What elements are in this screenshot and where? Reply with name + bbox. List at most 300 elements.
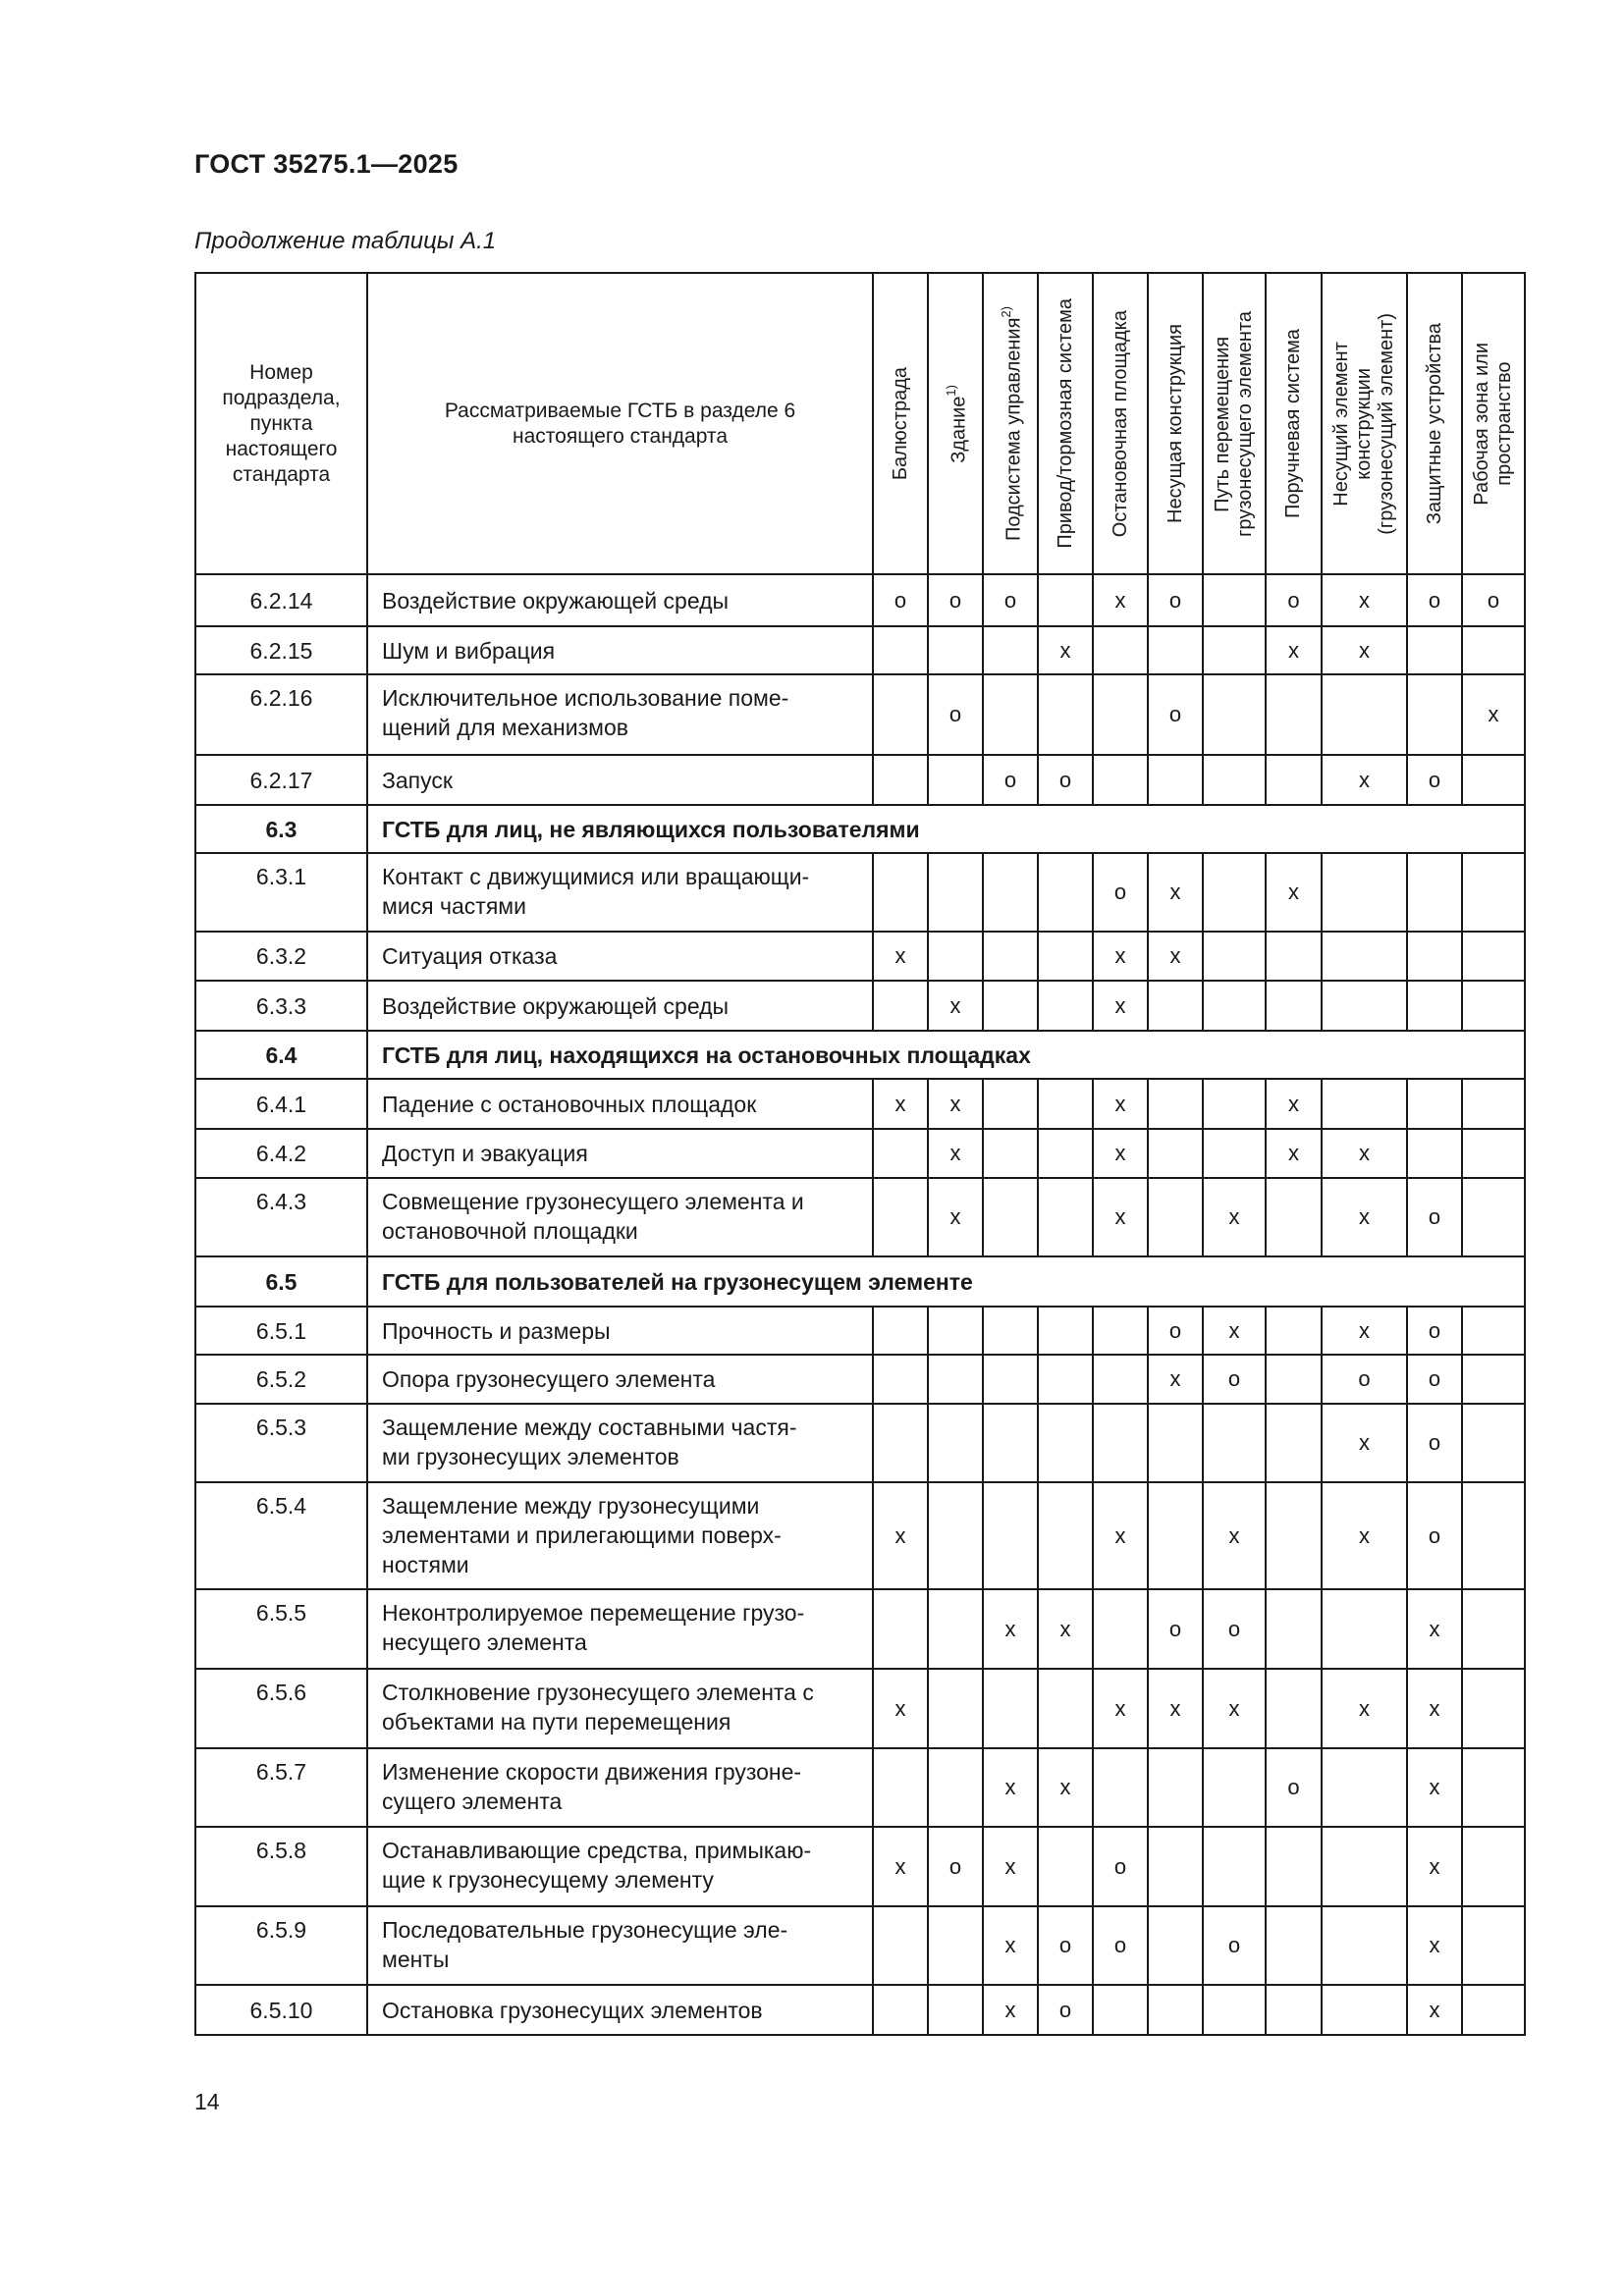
mark-cell bbox=[1407, 932, 1462, 981]
column-label-text: Поручневая система bbox=[1282, 329, 1304, 518]
header-column bbox=[1462, 273, 1525, 574]
mark-cell bbox=[1407, 626, 1462, 674]
mark-cell: х bbox=[1407, 1669, 1462, 1748]
mark-cell: х bbox=[1407, 1906, 1462, 1985]
mark-cell bbox=[1093, 1355, 1148, 1404]
header-column-label bbox=[995, 306, 1026, 541]
mark-cell: х bbox=[928, 1079, 983, 1129]
header-column-label bbox=[1471, 343, 1516, 506]
mark-cell bbox=[1038, 932, 1093, 981]
mark-cell bbox=[1407, 1079, 1462, 1129]
mark-cell bbox=[1038, 1307, 1093, 1355]
mark-cell: х bbox=[983, 1748, 1038, 1827]
mark-cell: х bbox=[983, 1827, 1038, 1906]
table-row bbox=[195, 853, 1525, 932]
mark-cell bbox=[1093, 755, 1148, 805]
mark-cell bbox=[1148, 1985, 1203, 2035]
mark-cell bbox=[1462, 1178, 1525, 1256]
header-column bbox=[873, 273, 928, 574]
mark-cell: о bbox=[1407, 1307, 1462, 1355]
mark-cell: х bbox=[1203, 1482, 1266, 1589]
mark-cell bbox=[1462, 1827, 1525, 1906]
mark-cell: х bbox=[1093, 1079, 1148, 1129]
mark-cell bbox=[983, 1178, 1038, 1256]
mark-cell bbox=[1266, 981, 1322, 1031]
column-label-text: Балюстрада bbox=[889, 366, 911, 481]
mark-cell bbox=[1038, 1178, 1093, 1256]
mark-cell bbox=[1322, 1985, 1407, 2035]
table-row bbox=[195, 1079, 1525, 1129]
mark-cell bbox=[1038, 981, 1093, 1031]
mark-cell: х bbox=[1093, 1178, 1148, 1256]
row-number: 6.5.1 bbox=[195, 1307, 367, 1355]
mark-cell bbox=[983, 1669, 1038, 1748]
mark-cell: х bbox=[1322, 755, 1407, 805]
mark-cell bbox=[873, 674, 928, 755]
mark-cell bbox=[928, 626, 983, 674]
mark-cell: х bbox=[873, 1079, 928, 1129]
row-number: 6.3 bbox=[195, 805, 367, 853]
mark-cell: х bbox=[1093, 574, 1148, 626]
mark-cell bbox=[928, 1985, 983, 2035]
table-row bbox=[195, 1129, 1525, 1178]
mark-cell: х bbox=[1093, 1482, 1148, 1589]
section-row bbox=[195, 1256, 1525, 1307]
mark-cell bbox=[1407, 1129, 1462, 1178]
mark-cell: х bbox=[1266, 853, 1322, 932]
row-number: 6.3.3 bbox=[195, 981, 367, 1031]
row-number: 6.5.3 bbox=[195, 1404, 367, 1482]
mark-cell bbox=[928, 1482, 983, 1589]
mark-cell: х bbox=[1093, 1669, 1148, 1748]
header-column bbox=[1322, 273, 1407, 574]
mark-cell bbox=[1462, 1748, 1525, 1827]
mark-cell bbox=[1322, 981, 1407, 1031]
mark-cell bbox=[873, 1355, 928, 1404]
mark-cell bbox=[1462, 1669, 1525, 1748]
mark-cell bbox=[1093, 1748, 1148, 1827]
table-row bbox=[195, 1404, 1525, 1482]
mark-cell bbox=[1266, 1669, 1322, 1748]
table-row bbox=[195, 574, 1525, 626]
header-column bbox=[1148, 273, 1203, 574]
row-hazard: Столкновение грузонесущего элемента с объектами на пути перемещения bbox=[367, 1669, 873, 1748]
mark-cell bbox=[1148, 755, 1203, 805]
mark-cell bbox=[928, 1307, 983, 1355]
table-row bbox=[195, 1482, 1525, 1589]
mark-cell: о bbox=[1407, 1404, 1462, 1482]
section-row bbox=[195, 1031, 1525, 1079]
mark-cell bbox=[873, 1307, 928, 1355]
table-row bbox=[195, 755, 1525, 805]
section-row bbox=[195, 805, 1525, 853]
column-label-text: Рабочая зона или пространство bbox=[1471, 342, 1515, 506]
mark-cell bbox=[1322, 1589, 1407, 1669]
mark-cell: о bbox=[1407, 1482, 1462, 1589]
mark-cell bbox=[1203, 1404, 1266, 1482]
table-row bbox=[195, 626, 1525, 674]
mark-cell: о bbox=[1038, 755, 1093, 805]
row-number: 6.5.8 bbox=[195, 1827, 367, 1906]
mark-cell: о bbox=[1462, 574, 1525, 626]
table-row bbox=[195, 932, 1525, 981]
mark-cell bbox=[983, 674, 1038, 755]
mark-cell: х bbox=[1266, 1079, 1322, 1129]
mark-cell bbox=[1148, 1906, 1203, 1985]
mark-cell bbox=[1203, 1827, 1266, 1906]
row-number: 6.2.16 bbox=[195, 674, 367, 755]
header-column-label bbox=[890, 367, 912, 480]
column-label-text: Привод/тормозная система bbox=[1054, 298, 1076, 549]
mark-cell bbox=[1148, 626, 1203, 674]
mark-cell: х bbox=[1093, 981, 1148, 1031]
mark-cell bbox=[1093, 1589, 1148, 1669]
mark-cell: х bbox=[1322, 1669, 1407, 1748]
mark-cell bbox=[1203, 1748, 1266, 1827]
row-number: 6.2.14 bbox=[195, 574, 367, 626]
mark-cell: х bbox=[1093, 932, 1148, 981]
row-hazard: Прочность и размеры bbox=[367, 1307, 873, 1355]
mark-cell bbox=[928, 1906, 983, 1985]
mark-cell bbox=[1407, 674, 1462, 755]
mark-cell bbox=[1266, 1178, 1322, 1256]
mark-cell bbox=[1038, 1129, 1093, 1178]
header-column bbox=[983, 273, 1038, 574]
row-number: 6.5.10 bbox=[195, 1985, 367, 2035]
mark-cell: х bbox=[1322, 1178, 1407, 1256]
mark-cell bbox=[873, 853, 928, 932]
mark-cell: о bbox=[1038, 1985, 1093, 2035]
row-number: 6.5.4 bbox=[195, 1482, 367, 1589]
mark-cell: х bbox=[1093, 1129, 1148, 1178]
mark-cell bbox=[1266, 1355, 1322, 1404]
mark-cell bbox=[1148, 981, 1203, 1031]
mark-cell bbox=[1462, 1589, 1525, 1669]
mark-cell bbox=[1093, 1985, 1148, 2035]
mark-cell: х bbox=[1038, 1748, 1093, 1827]
header-column-label bbox=[1212, 311, 1257, 537]
mark-cell: о bbox=[928, 674, 983, 755]
mark-cell: о bbox=[1266, 1748, 1322, 1827]
mark-cell: о bbox=[1038, 1906, 1093, 1985]
row-number: 6.5.9 bbox=[195, 1906, 367, 1985]
mark-cell bbox=[873, 981, 928, 1031]
mark-cell bbox=[1462, 1129, 1525, 1178]
mark-cell: х bbox=[983, 1906, 1038, 1985]
mark-cell bbox=[928, 853, 983, 932]
mark-cell bbox=[983, 1307, 1038, 1355]
table-row bbox=[195, 1906, 1525, 1985]
mark-cell: х bbox=[1038, 626, 1093, 674]
mark-cell: о bbox=[1203, 1589, 1266, 1669]
mark-cell bbox=[1038, 1827, 1093, 1906]
header-column-label bbox=[1282, 329, 1305, 518]
row-hazard: Остановка грузонесущих элементов bbox=[367, 1985, 873, 2035]
mark-cell bbox=[928, 932, 983, 981]
mark-cell: о bbox=[983, 755, 1038, 805]
row-number: 6.2.17 bbox=[195, 755, 367, 805]
mark-cell: х bbox=[873, 1669, 928, 1748]
mark-cell: о bbox=[1203, 1355, 1266, 1404]
mark-cell bbox=[1266, 1482, 1322, 1589]
mark-cell: о bbox=[1148, 1307, 1203, 1355]
mark-cell: о bbox=[1407, 755, 1462, 805]
mark-cell: х bbox=[1266, 626, 1322, 674]
mark-cell: о bbox=[1093, 853, 1148, 932]
mark-cell: х bbox=[1148, 853, 1203, 932]
mark-cell bbox=[1203, 626, 1266, 674]
mark-cell bbox=[983, 1129, 1038, 1178]
mark-cell bbox=[1266, 1589, 1322, 1669]
mark-cell bbox=[1038, 1079, 1093, 1129]
mark-cell: х bbox=[873, 932, 928, 981]
header-column bbox=[1038, 273, 1093, 574]
mark-cell bbox=[1203, 755, 1266, 805]
column-label-text: Несущая конструкция bbox=[1164, 324, 1186, 523]
mark-cell bbox=[1203, 1079, 1266, 1129]
mark-cell: х bbox=[1266, 1129, 1322, 1178]
table-row bbox=[195, 1589, 1525, 1669]
row-hazard: Совмещение грузонесущего элемента и остановочной площадки bbox=[367, 1178, 873, 1256]
header-column bbox=[928, 273, 983, 574]
column-label-text: Защитные устройства bbox=[1423, 322, 1445, 525]
header-column-label bbox=[1055, 298, 1077, 549]
mark-cell bbox=[1038, 853, 1093, 932]
mark-cell bbox=[1266, 1985, 1322, 2035]
mark-cell bbox=[1266, 1404, 1322, 1482]
row-number: 6.4.3 bbox=[195, 1178, 367, 1256]
mark-cell bbox=[1148, 1827, 1203, 1906]
mark-cell: х bbox=[983, 1589, 1038, 1669]
row-number: 6.5 bbox=[195, 1256, 367, 1307]
mark-cell: о bbox=[1203, 1906, 1266, 1985]
mark-cell bbox=[928, 1589, 983, 1669]
document-title: ГОСТ 35275.1—2025 bbox=[194, 149, 459, 179]
column-label-text: Путь перемещения грузонесущего элемента bbox=[1212, 310, 1256, 537]
table-row bbox=[195, 674, 1525, 755]
row-number: 6.3.2 bbox=[195, 932, 367, 981]
mark-cell bbox=[1322, 853, 1407, 932]
mark-cell: х bbox=[1407, 1985, 1462, 2035]
mark-cell: х bbox=[1203, 1178, 1266, 1256]
table-row bbox=[195, 1355, 1525, 1404]
mark-cell bbox=[1266, 1827, 1322, 1906]
mark-cell bbox=[1038, 1482, 1093, 1589]
mark-cell bbox=[1148, 1748, 1203, 1827]
mark-cell bbox=[1462, 1355, 1525, 1404]
row-hazard: Изменение скорости движения грузоне- сущего элемента bbox=[367, 1748, 873, 1827]
header-hazards-label: Рассматриваемые ГСТБ в разделе 6 настоящего стандарта bbox=[444, 399, 796, 448]
row-hazard: Опора грузонесущего элемента bbox=[367, 1355, 873, 1404]
mark-cell: х bbox=[873, 1827, 928, 1906]
mark-cell bbox=[1322, 1906, 1407, 1985]
mark-cell: о bbox=[1093, 1827, 1148, 1906]
mark-cell: о bbox=[1407, 1355, 1462, 1404]
header-column-label bbox=[1330, 313, 1398, 535]
row-hazard: ГСТБ для лиц, не являющихся пользователями bbox=[367, 805, 1525, 853]
header-hazards bbox=[367, 273, 873, 574]
mark-cell bbox=[1462, 1985, 1525, 2035]
mark-cell: х bbox=[928, 1178, 983, 1256]
mark-cell bbox=[1266, 1906, 1322, 1985]
column-label-text: Здание bbox=[947, 396, 970, 463]
mark-cell bbox=[1203, 1129, 1266, 1178]
mark-cell bbox=[1462, 1482, 1525, 1589]
row-number: 6.4.1 bbox=[195, 1079, 367, 1129]
mark-cell bbox=[1266, 932, 1322, 981]
mark-cell bbox=[1203, 853, 1266, 932]
mark-cell bbox=[1148, 1178, 1203, 1256]
mark-cell: х bbox=[1203, 1307, 1266, 1355]
mark-cell bbox=[1462, 932, 1525, 981]
mark-cell bbox=[983, 1355, 1038, 1404]
mark-cell: х bbox=[1322, 574, 1407, 626]
mark-cell: х bbox=[1322, 1129, 1407, 1178]
mark-cell: х bbox=[1148, 1669, 1203, 1748]
mark-cell bbox=[1038, 674, 1093, 755]
mark-cell: о bbox=[1148, 1589, 1203, 1669]
row-number: 6.5.7 bbox=[195, 1748, 367, 1827]
mark-cell: х bbox=[1407, 1589, 1462, 1669]
mark-cell bbox=[928, 1748, 983, 1827]
mark-cell bbox=[1462, 755, 1525, 805]
row-number: 6.4.2 bbox=[195, 1129, 367, 1178]
mark-cell: х bbox=[1322, 626, 1407, 674]
header-column bbox=[1093, 273, 1148, 574]
table-row bbox=[195, 981, 1525, 1031]
mark-cell: х bbox=[1038, 1589, 1093, 1669]
row-hazard: Останавливающие средства, примыкаю- щие к грузонесущему элементу bbox=[367, 1827, 873, 1906]
mark-cell bbox=[1038, 1669, 1093, 1748]
mark-cell bbox=[1407, 981, 1462, 1031]
row-hazard: Неконтролируемое перемещение грузо- несущего элемента bbox=[367, 1589, 873, 1669]
mark-cell bbox=[873, 1748, 928, 1827]
row-hazard: Воздействие окружающей среды bbox=[367, 574, 873, 626]
header-column-label bbox=[940, 385, 971, 463]
mark-cell: х bbox=[873, 1482, 928, 1589]
mark-cell bbox=[1322, 932, 1407, 981]
mark-cell bbox=[983, 1482, 1038, 1589]
row-number: 6.3.1 bbox=[195, 853, 367, 932]
mark-cell bbox=[873, 626, 928, 674]
mark-cell bbox=[1266, 1307, 1322, 1355]
mark-cell bbox=[1266, 674, 1322, 755]
mark-cell: х bbox=[1322, 1482, 1407, 1589]
mark-cell: х bbox=[1203, 1669, 1266, 1748]
mark-cell: о bbox=[1407, 1178, 1462, 1256]
mark-cell: о bbox=[1266, 574, 1322, 626]
column-label-text: Остановочная площадка bbox=[1109, 309, 1131, 538]
mark-cell bbox=[983, 1079, 1038, 1129]
mark-cell bbox=[983, 626, 1038, 674]
mark-cell bbox=[1203, 932, 1266, 981]
mark-cell: х bbox=[1148, 932, 1203, 981]
mark-cell: х bbox=[1148, 1355, 1203, 1404]
mark-cell bbox=[873, 1129, 928, 1178]
page-number: 14 bbox=[194, 2089, 220, 2114]
mark-cell bbox=[928, 1404, 983, 1482]
mark-cell bbox=[928, 755, 983, 805]
header-column-label bbox=[1164, 324, 1187, 523]
column-label-text: Несущий элемент конструкции (грузонесущий элемент) bbox=[1330, 312, 1397, 535]
mark-cell bbox=[1203, 574, 1266, 626]
row-hazard: ГСТБ для пользователей на грузонесущем элементе bbox=[367, 1256, 1525, 1307]
row-hazard: Ситуация отказа bbox=[367, 932, 873, 981]
mark-cell bbox=[1462, 1906, 1525, 1985]
mark-cell: о bbox=[1407, 574, 1462, 626]
mark-cell bbox=[1266, 755, 1322, 805]
mark-cell bbox=[928, 1669, 983, 1748]
mark-cell: х bbox=[1407, 1748, 1462, 1827]
mark-cell bbox=[1093, 674, 1148, 755]
mark-cell bbox=[1203, 674, 1266, 755]
footnote-ref: 1) bbox=[944, 384, 959, 397]
row-hazard: Исключительное использование поме- щений для механизмов bbox=[367, 674, 873, 755]
row-hazard: Воздействие окружающей среды bbox=[367, 981, 873, 1031]
header-column-label bbox=[1424, 323, 1446, 524]
mark-cell bbox=[873, 1985, 928, 2035]
header-section-number bbox=[195, 273, 367, 574]
mark-cell bbox=[1093, 1307, 1148, 1355]
table-caption: Продолжение таблицы А.1 bbox=[194, 228, 497, 254]
mark-cell bbox=[873, 1589, 928, 1669]
row-hazard: Падение с остановочных площадок bbox=[367, 1079, 873, 1129]
row-number: 6.5.6 bbox=[195, 1669, 367, 1748]
mark-cell bbox=[873, 1404, 928, 1482]
header-column bbox=[1203, 273, 1266, 574]
table-row bbox=[195, 1827, 1525, 1906]
table-row bbox=[195, 1748, 1525, 1827]
mark-cell: о bbox=[928, 1827, 983, 1906]
mark-cell bbox=[1203, 1985, 1266, 2035]
row-number: 6.5.2 bbox=[195, 1355, 367, 1404]
row-number: 6.4 bbox=[195, 1031, 367, 1079]
mark-cell bbox=[1462, 626, 1525, 674]
mark-cell bbox=[1038, 1355, 1093, 1404]
table-row bbox=[195, 1985, 1525, 2035]
hazard-matrix-table bbox=[194, 272, 1526, 2036]
row-hazard: Защемление между грузонесущими элементами и прилегающими поверх- ностями bbox=[367, 1482, 873, 1589]
mark-cell bbox=[873, 755, 928, 805]
mark-cell: о bbox=[873, 574, 928, 626]
row-hazard: Защемление между составными частя- ми грузонесущих элементов bbox=[367, 1404, 873, 1482]
mark-cell bbox=[1462, 981, 1525, 1031]
mark-cell: х bbox=[928, 981, 983, 1031]
mark-cell: о bbox=[928, 574, 983, 626]
mark-cell bbox=[1322, 1748, 1407, 1827]
mark-cell bbox=[1462, 1307, 1525, 1355]
footnote-ref: 2) bbox=[999, 305, 1014, 318]
mark-cell bbox=[983, 932, 1038, 981]
header-column bbox=[1407, 273, 1462, 574]
header-column-label bbox=[1110, 310, 1132, 537]
table-row bbox=[195, 1307, 1525, 1355]
row-hazard: Запуск bbox=[367, 755, 873, 805]
mark-cell bbox=[873, 1906, 928, 1985]
mark-cell bbox=[1322, 674, 1407, 755]
mark-cell bbox=[983, 1404, 1038, 1482]
mark-cell bbox=[873, 1178, 928, 1256]
mark-cell: о bbox=[1148, 574, 1203, 626]
mark-cell bbox=[1322, 1079, 1407, 1129]
header-section-number-label: Номер подраздела, пункта настоящего стандарта bbox=[222, 360, 341, 486]
row-number: 6.2.15 bbox=[195, 626, 367, 674]
mark-cell bbox=[1038, 574, 1093, 626]
mark-cell: о bbox=[1148, 674, 1203, 755]
mark-cell: х bbox=[983, 1985, 1038, 2035]
mark-cell bbox=[1148, 1404, 1203, 1482]
mark-cell bbox=[1148, 1079, 1203, 1129]
